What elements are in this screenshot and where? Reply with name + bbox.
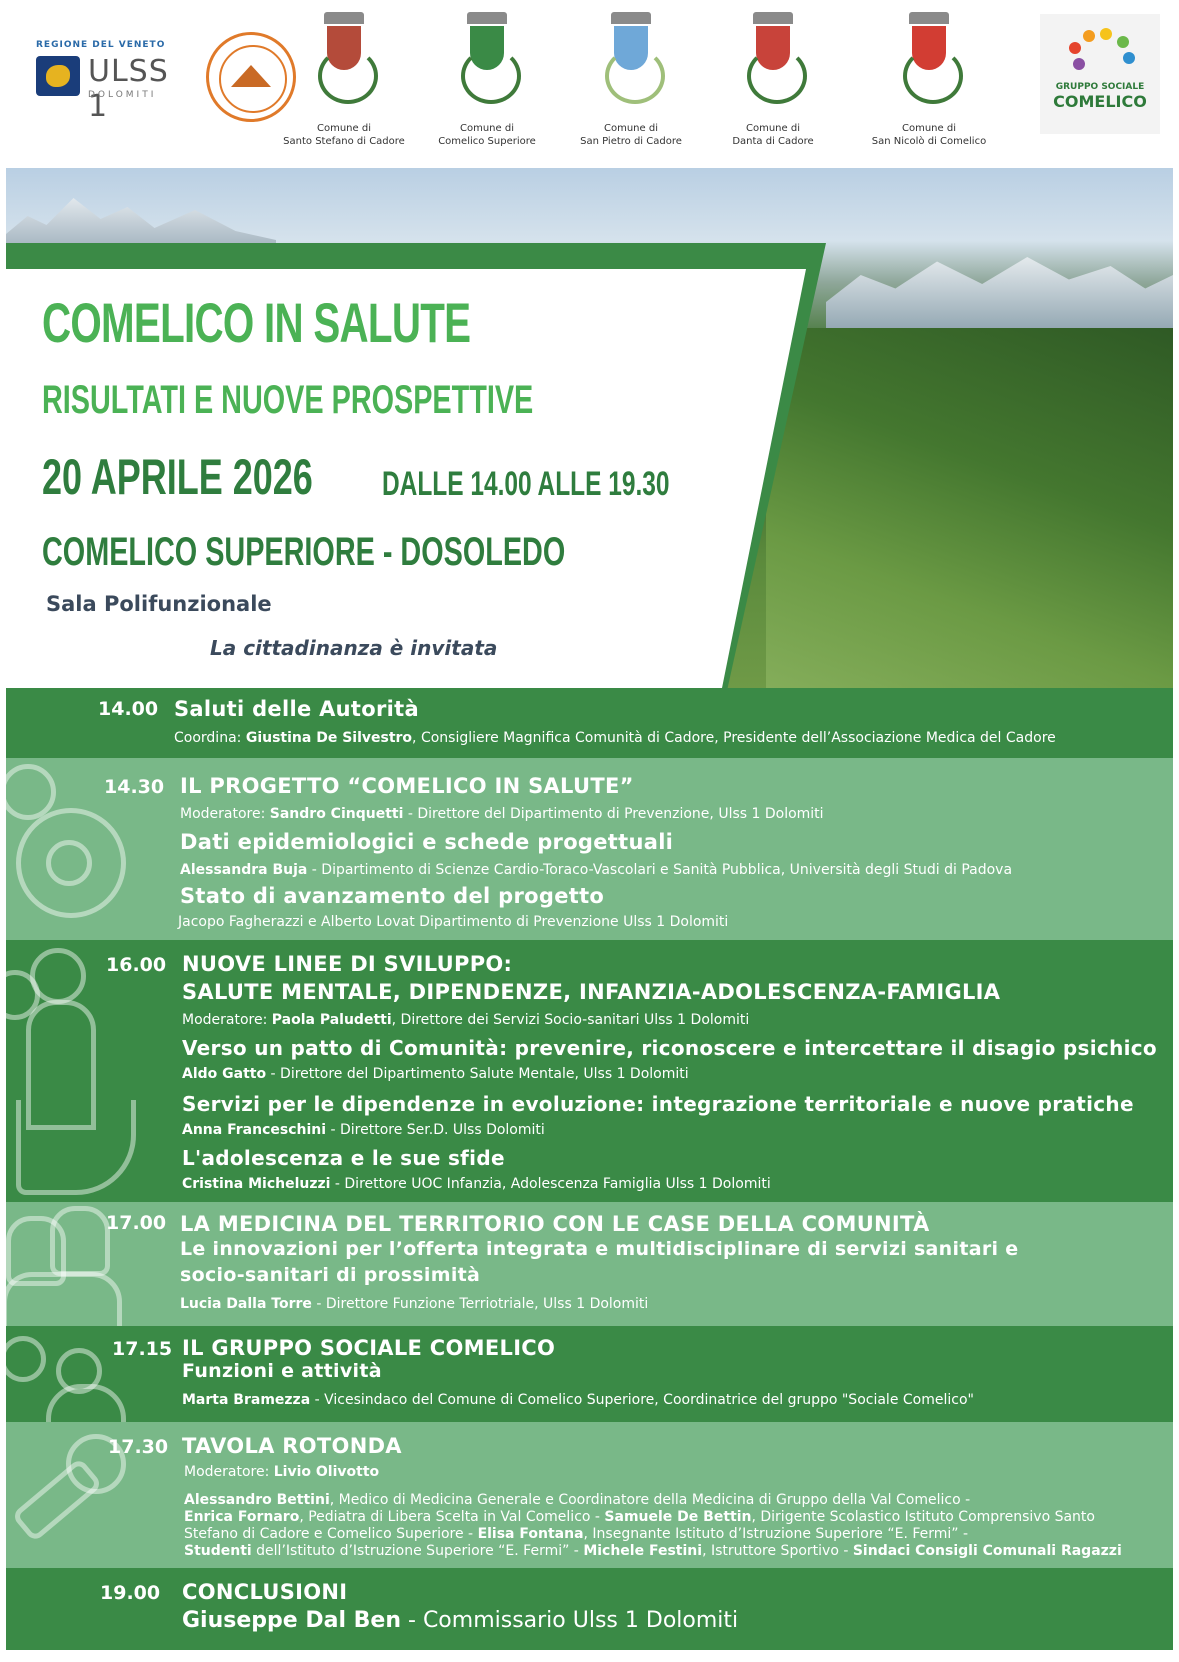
event-hall: Sala Polifunzionale (46, 592, 272, 616)
program-section-1715: 17.15 IL GRUPPO SOCIALE COMELICO Funzioni e attività Marta Bramezza - Vicesindaco del Comune di Comelico Superiore, Coordinatrice del gruppo "Sociale Comelico" (6, 1326, 1173, 1422)
event-date: 20 APRILE 2026 (42, 449, 313, 505)
group-people-icon (6, 1336, 46, 1382)
event-subtitle: RISULTATI E NUOVE PROSPETTIVE (42, 378, 534, 422)
slot-title: NUOVE LINEE DI SVILUPPO: (182, 952, 513, 976)
logo-bar (6, 0, 1173, 168)
event-place: COMELICO SUPERIORE - DOSOLEDO (42, 530, 566, 574)
program-section-1700: 17.00 LA MEDICINA DEL TERRITORIO CON LE CASE DELLA COMUNITÀ Le innovazioni per l’offerta integrata e multidisciplinare di servizi sanitari e socio-sanitari di prossimità Lucia Dalla Torre - Direttore Funzione Terriotriale, Ulss 1 Dolomiti (6, 1202, 1173, 1326)
crest-comelico-superiore: Comune di Comelico Superiore (422, 12, 552, 148)
program-section-1430: 14.30 IL PROGETTO “COMELICO IN SALUTE” Moderatore: Sandro Cinquetti - Direttore del Dipartimento di Prevenzione, Ulss 1 Dolomiti Dati epidemiologici e schede progettuali Alessandra Buja - Dipartimento di Scienze Cardio-Toraco-Vascolari e Sanità Pubblica, Università degli Studi di Padova Stato di avanzamento del progetto Jacopo Fagherazzi e Alberto Lovat Dipartimento di Prevenzione Ulss 1 Dolomiti (6, 758, 1173, 940)
event-time: DALLE 14.00 ALLE 19.30 (382, 465, 670, 503)
program-section-1730: 17.30 TAVOLA ROTONDA Moderatore: Livio Olivotto Alessandro Bettini, Medico di Medicina Generale e Coordinatore della Medicina di Gruppo della Val Comelico - Enrica Fornaro, Pediatra di Libera Scelta in Val Comelico - Samuele De Bettin, Dirigente Scolastico Istituto Comprensivo Santo Stefano di Cadore e Comelico Superiore - Elisa Fontana, Insegnante Istituto d’Istruzione Superiore “E. Fermi” - Studenti dell’Istituto d’Istruzione Superiore “E. Fermi” - Michele Festini, Istruttore Sportivo - Sindaci Consigli Comunali Ragazzi (6, 1422, 1173, 1568)
people-circle-icon (1065, 28, 1135, 72)
slot-title: IL GRUPPO SOCIALE COMELICO (182, 1336, 556, 1360)
slot-coordinator: Coordina: Giustina De Silvestro, Consigliere Magnifica Comunità di Cadore, Presidente dell’Associazione Medica del Cadore (174, 730, 1056, 746)
event-title: COMELICO IN SALUTE (42, 291, 471, 354)
slot-time: 14.00 (98, 698, 159, 720)
lion-icon (36, 56, 80, 96)
slot-title: CONCLUSIONI (182, 1580, 348, 1604)
region-label: REGIONE DEL VENETO (36, 40, 166, 50)
slot-title: LA MEDICINA DEL TERRITORIO CON LE CASE DELLA COMUNITÀ (180, 1212, 930, 1236)
slot-title: IL PROGETTO “COMELICO IN SALUTE” (180, 774, 634, 798)
ulss-name: ULSS 1 (88, 54, 169, 124)
program-section-1900: 19.00 CONCLUSIONI Giuseppe Dal Ben - Commissario Ulss 1 Dolomiti (6, 1568, 1173, 1650)
slot-title: TAVOLA ROTONDA (182, 1434, 402, 1458)
program-section-1400 (6, 688, 1173, 758)
ulss-sub: DOLOMITI (88, 90, 157, 100)
crest-san-pietro: Comune di San Pietro di Cadore (566, 12, 696, 148)
crest-danta: Comune di Danta di Cadore (708, 12, 838, 148)
crest-san-nicolo: Comune di San Nicolò di Comelico (854, 12, 1004, 148)
program-section-1600: 16.00 NUOVE LINEE DI SVILUPPO: SALUTE MENTALE, DIPENDENZE, INFANZIA-ADOLESCENZA-FAMIGLIA Moderatore: Paola Paludetti, Direttore dei Servizi Socio-sanitari Ulss 1 Dolomiti Verso un patto di Comunità: prevenire, riconoscere e intercettare il disagio psichico Aldo Gatto - Direttore del Dipartimento Salute Mentale, Ulss 1 Dolomiti Servizi per le dipendenze in evoluzione: integrazione territoriale e nuove pratiche Anna Franceschini - Direttore Ser.D. Ulss Dolomiti L'adolescenza e le sue sfide Cristina Micheluzzi - Direttore UOC Infanzia, Adolescenza Famiglia Ulss 1 Dolomiti (6, 940, 1173, 1202)
mountain-icon (231, 65, 271, 87)
crest-santo-stefano: Comune di Santo Stefano di Cadore (279, 12, 409, 148)
gruppo-sociale-logo: GRUPPO SOCIALE COMELICO (1040, 14, 1160, 134)
ulss-logo (36, 40, 186, 124)
slot-title: Saluti delle Autorità (174, 697, 419, 721)
invitation-text: La cittadinanza è invitata (210, 636, 498, 660)
